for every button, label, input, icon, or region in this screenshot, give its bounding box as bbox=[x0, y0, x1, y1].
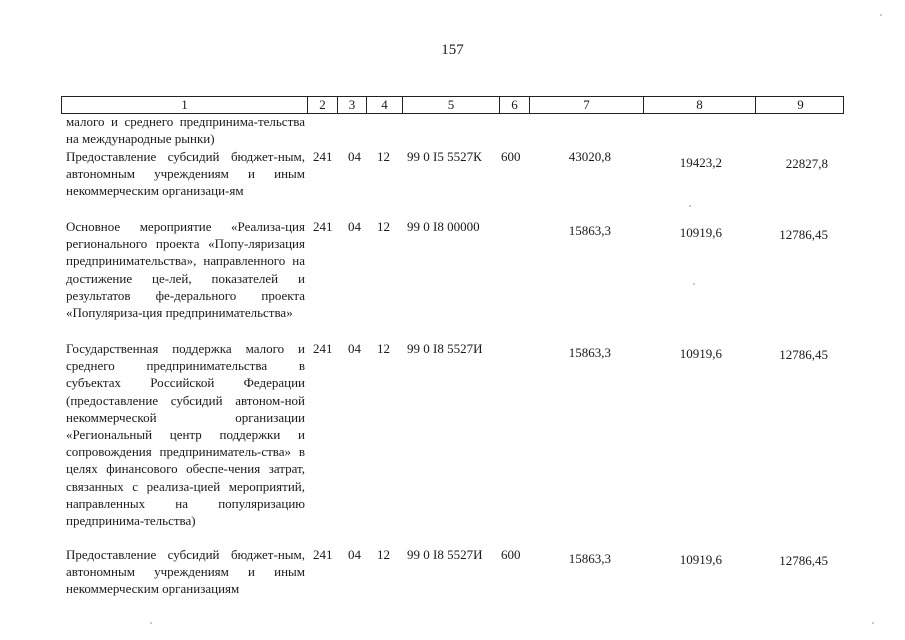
row-code-2: 241 bbox=[313, 219, 333, 234]
scan-speck bbox=[880, 14, 882, 16]
header-col-4: 4 bbox=[366, 97, 402, 113]
row-code-2: 241 bbox=[313, 547, 333, 562]
row-description: Предоставление субсидий бюджет-ным, автономным учреждениям и иным некоммерческим организаци-ям bbox=[66, 149, 305, 199]
row-code-4: 12 bbox=[377, 149, 390, 164]
row-code-3: 04 bbox=[348, 219, 361, 234]
header-col-1: 1 bbox=[181, 97, 188, 112]
row-code-4: 12 bbox=[377, 547, 390, 562]
table-header bbox=[61, 96, 844, 114]
row-amount-8: 10919,6 bbox=[679, 225, 722, 240]
row-code-5: 99 0 I8 5527И bbox=[407, 547, 483, 562]
row-code-2: 241 bbox=[313, 149, 333, 164]
row-description: Основное мероприятие «Реализа-ция регионального проекта «Попу-ляризация предпринимательства», направленного на достижение це-лей, показателей и результатов фе-дерального проекта «Популяриза-ция предпринимательства» bbox=[66, 219, 305, 321]
row-code-5: 99 0 I8 5527И bbox=[407, 341, 483, 356]
row-description: Предоставление субсидий бюджет-ным, автономным учреждениям и иным некоммерческим организациям bbox=[66, 547, 305, 597]
row-description: Государственная поддержка малого и среднего предпринимательства в субъектах Российской Федерации (предоставление субсидий автоном-ной некоммерческой организации «Региональный центр поддержки и сопровождения предприниматель-ства» в целях финансового обеспе-чения затрат, связанных с реализа-цией мероприятий, направленных на популяризацию предпринима-тельства) bbox=[66, 341, 305, 529]
row-amount-8: 10919,6 bbox=[679, 346, 722, 361]
header-col-3: 3 bbox=[337, 97, 366, 113]
header-col-5: 5 bbox=[402, 97, 499, 113]
scan-speck bbox=[689, 205, 691, 207]
row-amount-9: 12786,45 bbox=[779, 347, 828, 362]
row-code-5: 99 0 I8 00000 bbox=[407, 219, 480, 234]
row-amount-9: 22827,8 bbox=[785, 156, 828, 171]
row-code-5: 99 0 I5 5527К bbox=[407, 149, 482, 164]
row-code-6: 600 bbox=[501, 149, 521, 164]
header-col-8: 8 bbox=[643, 97, 755, 113]
row-code-6: 600 bbox=[501, 547, 521, 562]
scan-speck bbox=[872, 622, 874, 624]
row-description: малого и среднего предпринима-тельства на международные рынки) bbox=[66, 114, 305, 147]
row-amount-7: 15863,3 bbox=[568, 551, 611, 566]
row-amount-9: 12786,45 bbox=[779, 553, 828, 568]
row-amount-7: 15863,3 bbox=[568, 345, 611, 360]
row-code-3: 04 bbox=[348, 341, 361, 356]
page-number: 157 bbox=[441, 42, 464, 58]
row-amount-7: 43020,8 bbox=[568, 149, 611, 164]
header-col-9: 9 bbox=[755, 97, 845, 113]
row-amount-8: 19423,2 bbox=[679, 155, 722, 170]
header-col-6: 6 bbox=[499, 97, 529, 113]
row-code-3: 04 bbox=[348, 547, 361, 562]
row-code-4: 12 bbox=[377, 341, 390, 356]
row-code-3: 04 bbox=[348, 149, 361, 164]
header-col-2: 2 bbox=[307, 97, 337, 113]
row-code-4: 12 bbox=[377, 219, 390, 234]
header-col-7: 7 bbox=[529, 97, 643, 113]
scan-speck bbox=[150, 622, 152, 624]
row-amount-9: 12786,45 bbox=[779, 227, 828, 242]
scan-speck bbox=[693, 283, 695, 285]
row-code-2: 241 bbox=[313, 341, 333, 356]
row-amount-7: 15863,3 bbox=[568, 223, 611, 238]
row-amount-8: 10919,6 bbox=[679, 552, 722, 567]
